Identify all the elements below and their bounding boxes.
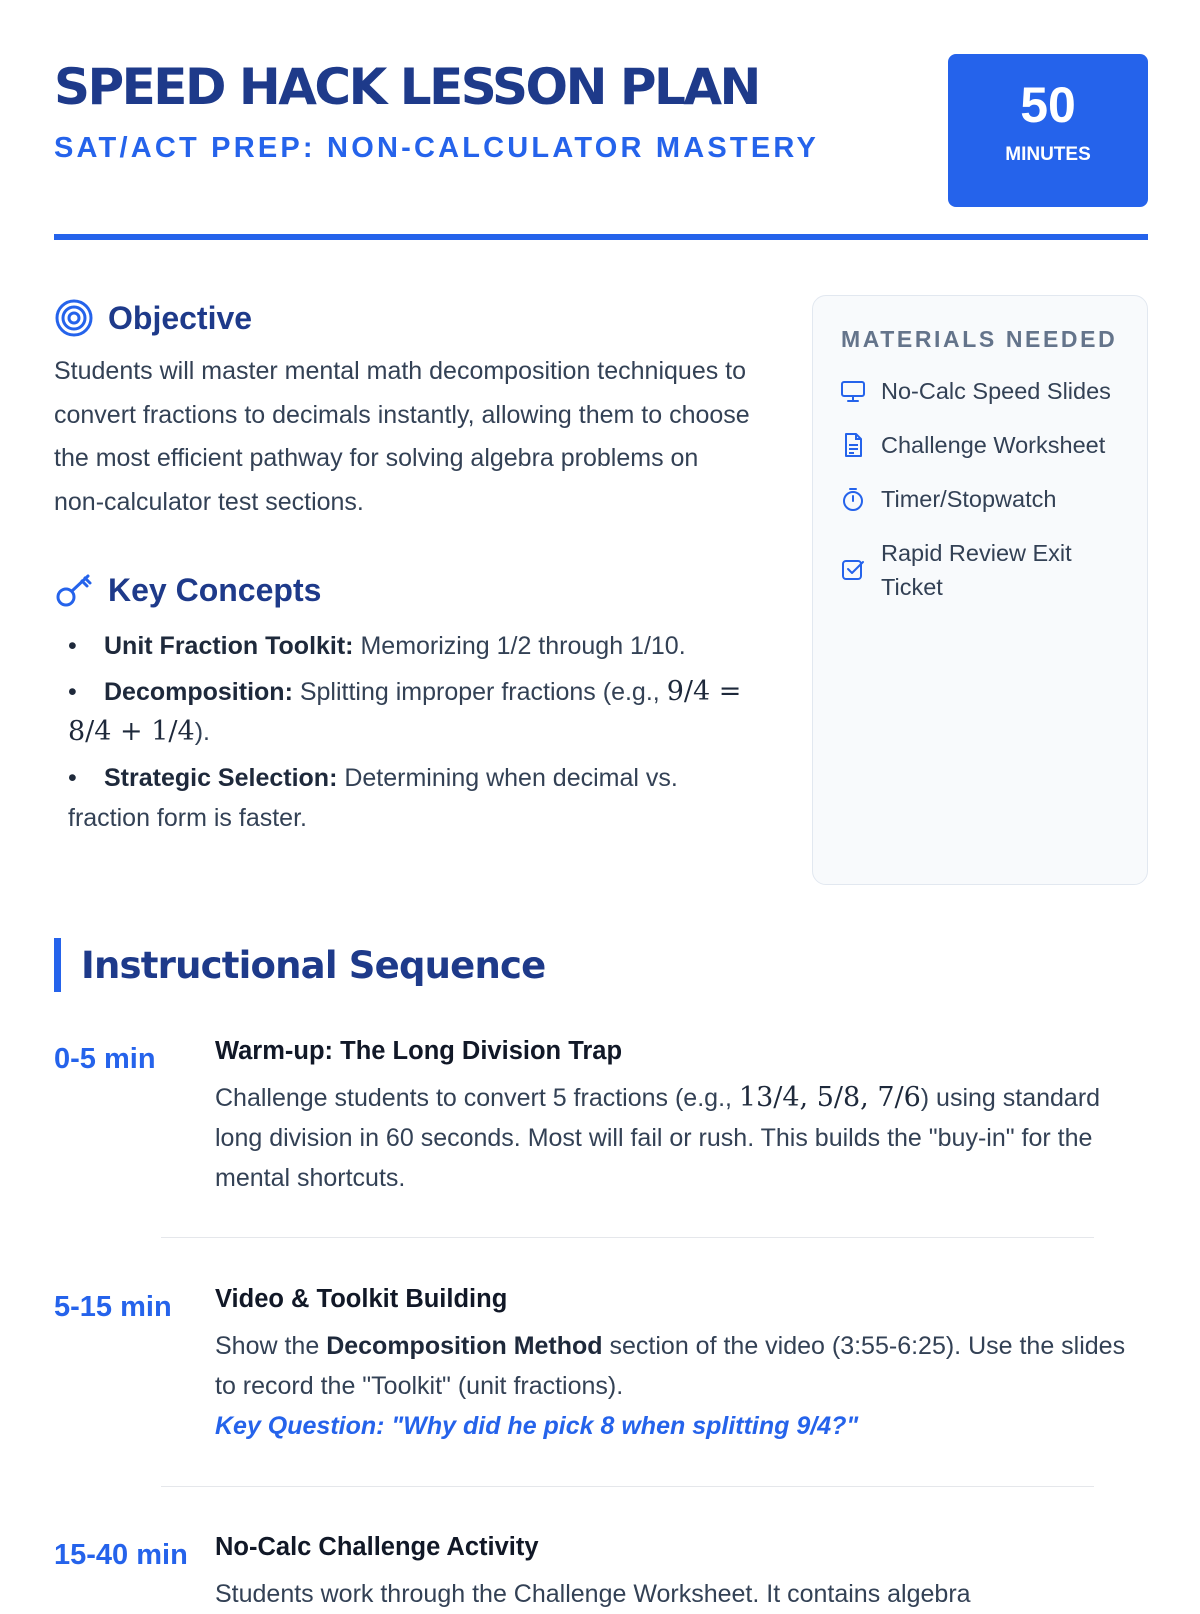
step-text: ) using standard long division in 60 seconds. Most will fail or rush. This builds the "buy-in" for the mental shortcuts. (215, 1084, 1101, 1192)
step-description (215, 1078, 1148, 1198)
concept-text: Determining when decimal vs. fraction form is faster. (68, 764, 678, 832)
key-question: Key Question: "Why did he pick 8 when splitting 9/4?" (215, 1412, 859, 1440)
checkbox-icon (839, 556, 867, 584)
duration-value: 50 (1020, 77, 1076, 133)
material-label: Timer/Stopwatch (881, 486, 1057, 512)
key-concepts-heading-row (54, 568, 754, 612)
concept-text-after: ). (194, 718, 210, 746)
step-time: 0-5 min (54, 1043, 156, 1075)
materials-title: MATERIALS NEEDED (841, 326, 1118, 352)
objective-text: Students will master mental math decomposition techniques to convert fractions to decimals instantly, allowing them to choose the most efficient pathway for solving algebra problems on non-calculator test sections. (54, 357, 750, 516)
concept-term: Decomposition: (104, 678, 293, 706)
left-column (54, 296, 754, 844)
materials-list (839, 374, 1129, 624)
key-concepts-list (54, 626, 754, 838)
header (54, 50, 1148, 240)
key-concepts-heading: Key Concepts (108, 571, 322, 608)
step-text: section of the video (3:55-6:25). Use the slides to record the "Toolkit" (unit fractions). (215, 1332, 1126, 1400)
step-divider (161, 1486, 1094, 1487)
heading-accent-bar (54, 938, 61, 992)
concept-text: Splitting improper fractions (e.g., (292, 678, 667, 706)
stopwatch-icon (839, 485, 867, 513)
step-description (215, 1574, 1148, 1614)
header-divider (54, 234, 1148, 240)
key-icon (54, 570, 94, 610)
step-title: Video & Toolkit Building (215, 1285, 508, 1313)
sequence-heading: Instructional Sequence (81, 943, 546, 987)
concept-term: Strategic Selection: (104, 764, 338, 792)
list-item (839, 536, 1129, 604)
page-subtitle: SAT/ACT PREP: NON-CALCULATOR MASTERY (54, 132, 819, 164)
list-item: • Strategic Selection: Determining when decimal vs. fraction form is faster. (68, 764, 678, 832)
page-title: SPEED HACK LESSON PLAN (54, 58, 759, 116)
step-divider (161, 1237, 1094, 1238)
list-item (839, 374, 1129, 408)
step-text: Students work through the Challenge Worksheet. It contains algebra (215, 1580, 971, 1608)
concept-math: 9/4 = 8/4 + 1/4 (68, 676, 742, 747)
step-description (215, 1326, 1148, 1446)
list-item (839, 482, 1129, 516)
monitor-icon (839, 377, 867, 405)
step-text: Challenge students to convert 5 fractions (e.g., (215, 1084, 739, 1112)
step-body (215, 1530, 1148, 1614)
step-title: No-Calc Challenge Activity (215, 1533, 539, 1561)
step-time: 15-40 min (54, 1539, 188, 1571)
step-math: 13/4, 5/8, 7/6 (738, 1082, 921, 1113)
target-icon (54, 298, 94, 338)
step-title: Warm-up: The Long Division Trap (215, 1037, 623, 1065)
step-body (215, 1034, 1148, 1198)
duration-unit: MINUTES (1005, 144, 1091, 165)
material-label: No-Calc Speed Slides (881, 378, 1111, 404)
document-icon (839, 431, 867, 459)
objective-heading-row (54, 296, 754, 340)
duration-badge (948, 54, 1148, 207)
objective-heading: Objective (108, 299, 253, 336)
step-text: Show the (215, 1332, 327, 1360)
concept-text: Memorizing 1/2 through 1/10. (353, 632, 686, 660)
material-label: Challenge Worksheet (881, 432, 1106, 458)
material-label: Rapid Review Exit Ticket (881, 540, 1072, 600)
step-bold-text: Decomposition Method (326, 1332, 603, 1360)
concept-term: Unit Fraction Toolkit: (104, 632, 354, 660)
sequence-heading-row (54, 938, 545, 992)
list-item (839, 428, 1129, 462)
list-item: • Unit Fraction Toolkit: Memorizing 1/2 through 1/10. (68, 632, 686, 660)
list-item: • Decomposition: Splitting improper fractions (e.g., 9/4 = 8/4 + 1/4). (68, 676, 742, 747)
materials-panel (812, 295, 1148, 885)
step-time: 5-15 min (54, 1291, 172, 1323)
step-body (215, 1282, 1148, 1446)
